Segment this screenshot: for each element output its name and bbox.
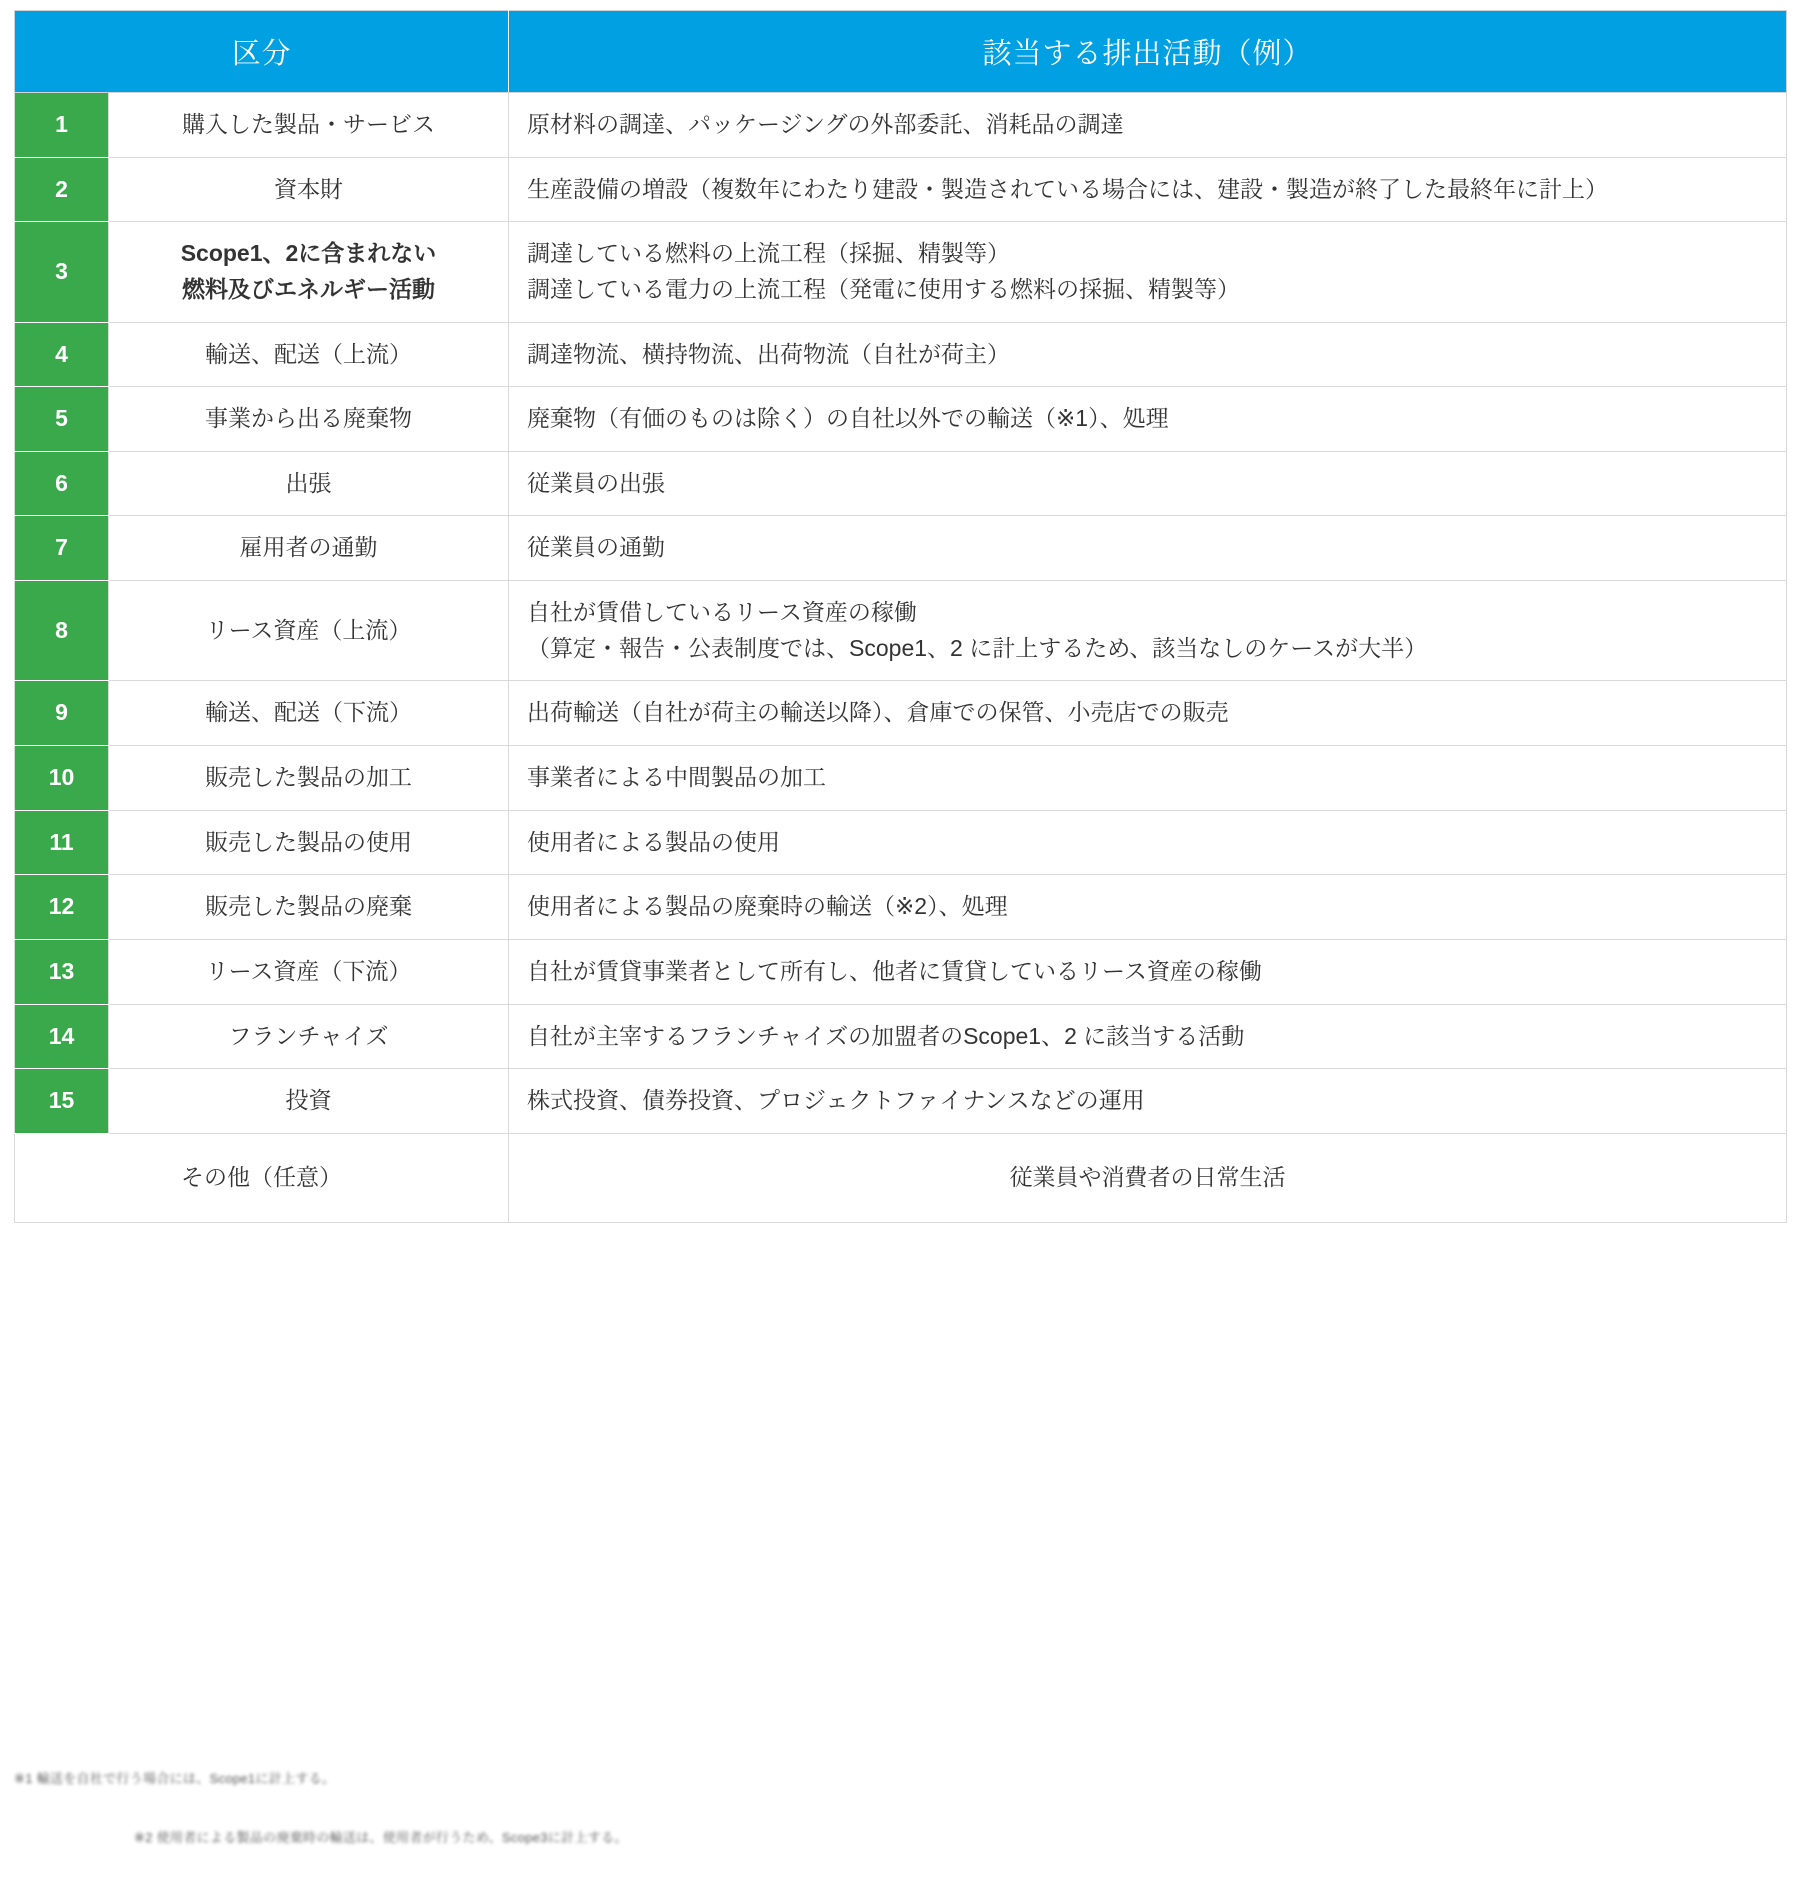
row-activity: 廃棄物（有価のものは除く）の自社以外での輸送（※1）、処理 (509, 387, 1787, 452)
row-category: 輸送、配送（上流） (109, 322, 509, 387)
row-category: 購入した製品・サービス (109, 93, 509, 158)
row-number: 9 (15, 681, 109, 746)
row-number: 2 (15, 157, 109, 222)
row-number: 4 (15, 322, 109, 387)
row-activity-line2: （算定・報告・公表制度では、Scope1、2 に計上するため、該当なしのケースが大半） (527, 634, 1428, 661)
row-category: 雇用者の通勤 (109, 516, 509, 581)
row-number: 5 (15, 387, 109, 452)
row-activity-line1: 調達している燃料の上流工程（採掘、精製等） (527, 240, 1011, 267)
table-row-other (15, 1133, 1787, 1222)
table-row (15, 222, 1787, 322)
table-header (15, 11, 1787, 93)
column-header-activity: 該当する排出活動（例） (509, 11, 1787, 93)
row-activity: 出荷輸送（自社が荷主の輸送以降）、倉庫での保管、小売店での販売 (509, 681, 1787, 746)
table-row (15, 746, 1787, 811)
row-number: 15 (15, 1069, 109, 1134)
row-activity: 使用者による製品の廃棄時の輸送（※2）、処理 (509, 875, 1787, 940)
row-activity: 使用者による製品の使用 (509, 810, 1787, 875)
table-body (15, 93, 1787, 1223)
row-number: 14 (15, 1004, 109, 1069)
row-number: 6 (15, 451, 109, 516)
table-header-row (15, 11, 1787, 93)
table-row (15, 1069, 1787, 1134)
table-row (15, 516, 1787, 581)
table-row (15, 581, 1787, 681)
row-activity-other: 従業員や消費者の日常生活 (509, 1133, 1787, 1222)
row-number: 7 (15, 516, 109, 581)
row-activity-line2: 調達している電力の上流工程（発電に使用する燃料の採掘、精製等） (527, 275, 1241, 302)
row-number: 10 (15, 746, 109, 811)
row-number: 12 (15, 875, 109, 940)
table-row (15, 1004, 1787, 1069)
row-activity: 原材料の調達、パッケージングの外部委託、消耗品の調達 (509, 93, 1787, 158)
row-number: 8 (15, 581, 109, 681)
row-category: 事業から出る廃棄物 (109, 387, 509, 452)
footnote-text (14, 1730, 1284, 1886)
row-category: フランチャイズ (109, 1004, 509, 1069)
table-row (15, 93, 1787, 158)
row-category: リース資産（下流） (109, 939, 509, 1004)
table-row (15, 387, 1787, 452)
row-activity: 生産設備の増設（複数年にわたり建設・製造されている場合には、建設・製造が終了した最終年に計上） (509, 157, 1787, 222)
row-activity: 従業員の通勤 (509, 516, 1787, 581)
table-row (15, 451, 1787, 516)
footnote-block (14, 1730, 1284, 1845)
row-activity (509, 581, 1787, 681)
row-category: 出張 (109, 451, 509, 516)
row-category: 販売した製品の使用 (109, 810, 509, 875)
table-row (15, 157, 1787, 222)
row-activity (509, 222, 1787, 322)
row-number: 11 (15, 810, 109, 875)
row-activity-line1: 自社が賃借しているリース資産の稼働 (527, 599, 917, 626)
row-category-other: その他（任意） (15, 1133, 509, 1222)
row-category-line1: Scope1、2に含まれない (180, 240, 437, 267)
row-activity: 自社が賃貸事業者として所有し、他者に賃貸しているリース資産の稼働 (509, 939, 1787, 1004)
table-row (15, 322, 1787, 387)
row-category: 資本財 (109, 157, 509, 222)
row-number: 13 (15, 939, 109, 1004)
row-category: 販売した製品の加工 (109, 746, 509, 811)
row-number: 3 (15, 222, 109, 322)
row-category: 販売した製品の廃棄 (109, 875, 509, 940)
table-row (15, 875, 1787, 940)
row-activity: 株式投資、債券投資、プロジェクトファイナンスなどの運用 (509, 1069, 1787, 1134)
row-category-line2: 燃料及びエネルギー活動 (182, 275, 435, 302)
table-row (15, 939, 1787, 1004)
scope3-category-table (14, 10, 1787, 1223)
row-category: 投資 (109, 1069, 509, 1134)
table-row (15, 810, 1787, 875)
row-activity: 自社が主宰するフランチャイズの加盟者のScope1、2 に該当する活動 (509, 1004, 1787, 1069)
table-row (15, 681, 1787, 746)
row-activity: 従業員の出張 (509, 451, 1787, 516)
row-activity: 事業者による中間製品の加工 (509, 746, 1787, 811)
row-activity: 調達物流、横持物流、出荷物流（自社が荷主） (509, 322, 1787, 387)
footnote-line-1: ※1 輸送を自社で行う場合には、Scope1に計上する。 (14, 1771, 336, 1786)
row-category: 輸送、配送（下流） (109, 681, 509, 746)
footnote-line-2: ※2 使用者による製品の廃棄時の輸送は、使用者が行うため、Scope3に計上する。 (134, 1829, 628, 1845)
column-header-category: 区分 (15, 11, 509, 93)
row-category: リース資産（上流） (109, 581, 509, 681)
row-number: 1 (15, 93, 109, 158)
row-category (109, 222, 509, 322)
